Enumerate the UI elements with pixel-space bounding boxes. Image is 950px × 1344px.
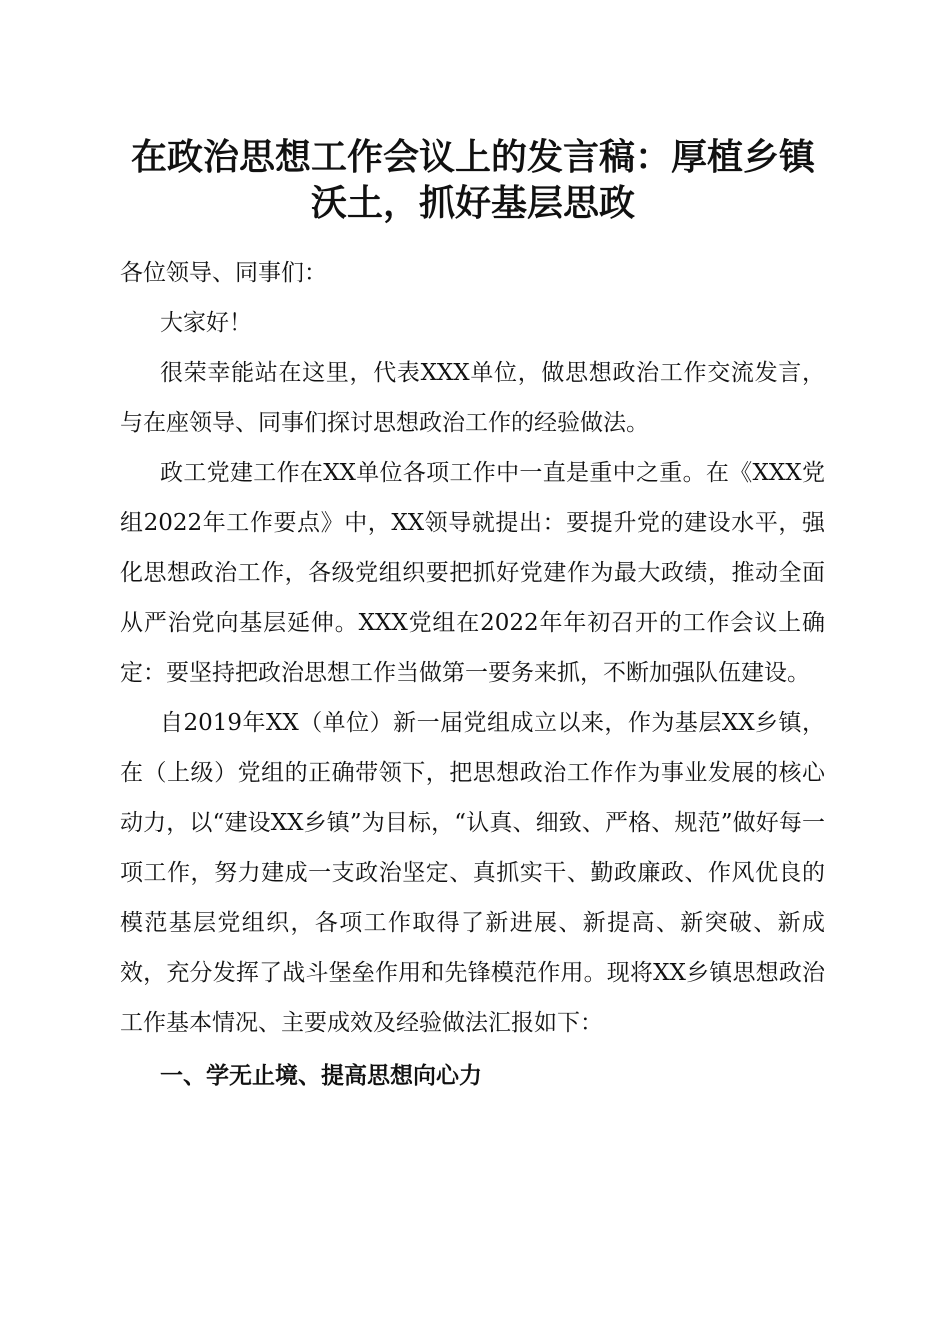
paragraph-background: 政工党建工作在XX单位各项工作中一直是重中之重。在《XXX党组2022年工作要点》中，XX领导就提出：要提升党的建设水平，强化思想政治工作，各级党组织要把抓好党建作为最大政绩，推动全面从严治党向基层延伸。XXX党组在2022年年初召开的工作会议上确定：要坚持把政治思想工作当做第一要务来抓，不断加强队伍建设。 (120, 460, 825, 686)
document-title: 在政治思想工作会议上的发言稿：厚植乡镇沃土，抓好基层思政 (130, 136, 815, 224)
document-body (120, 248, 825, 1104)
paragraph-intro: 很荣幸能站在这里，代表XXX单位，做思想政治工作交流发言，与在座领导、同事们探讨思想政治工作的经验做法。 (120, 360, 825, 436)
paragraph-achievements: 自2019年XX（单位）新一届党组成立以来，作为基层XX乡镇，在（上级）党组的正确带领下，把思想政治工作作为事业发展的核心动力，以“建设XX乡镇”为目标，“认真、细致、严格、规范”做好每一项工作，努力建成一支政治坚定、真抓实干、勤政廉政、作风优良的模范基层党组织，各项工作取得了新进展、新提高、新突破、新成效，充分发挥了战斗堡垒作用和先锋模范作用。现将XX乡镇思想政治工作基本情况、主要成效及经验做法汇报如下： (120, 710, 825, 1036)
salutation: 各位领导、同事们： (120, 260, 327, 286)
greeting: 大家好！ (160, 310, 252, 336)
section-heading-1: 一、学无止境、提高思想向心力 (160, 1063, 482, 1089)
